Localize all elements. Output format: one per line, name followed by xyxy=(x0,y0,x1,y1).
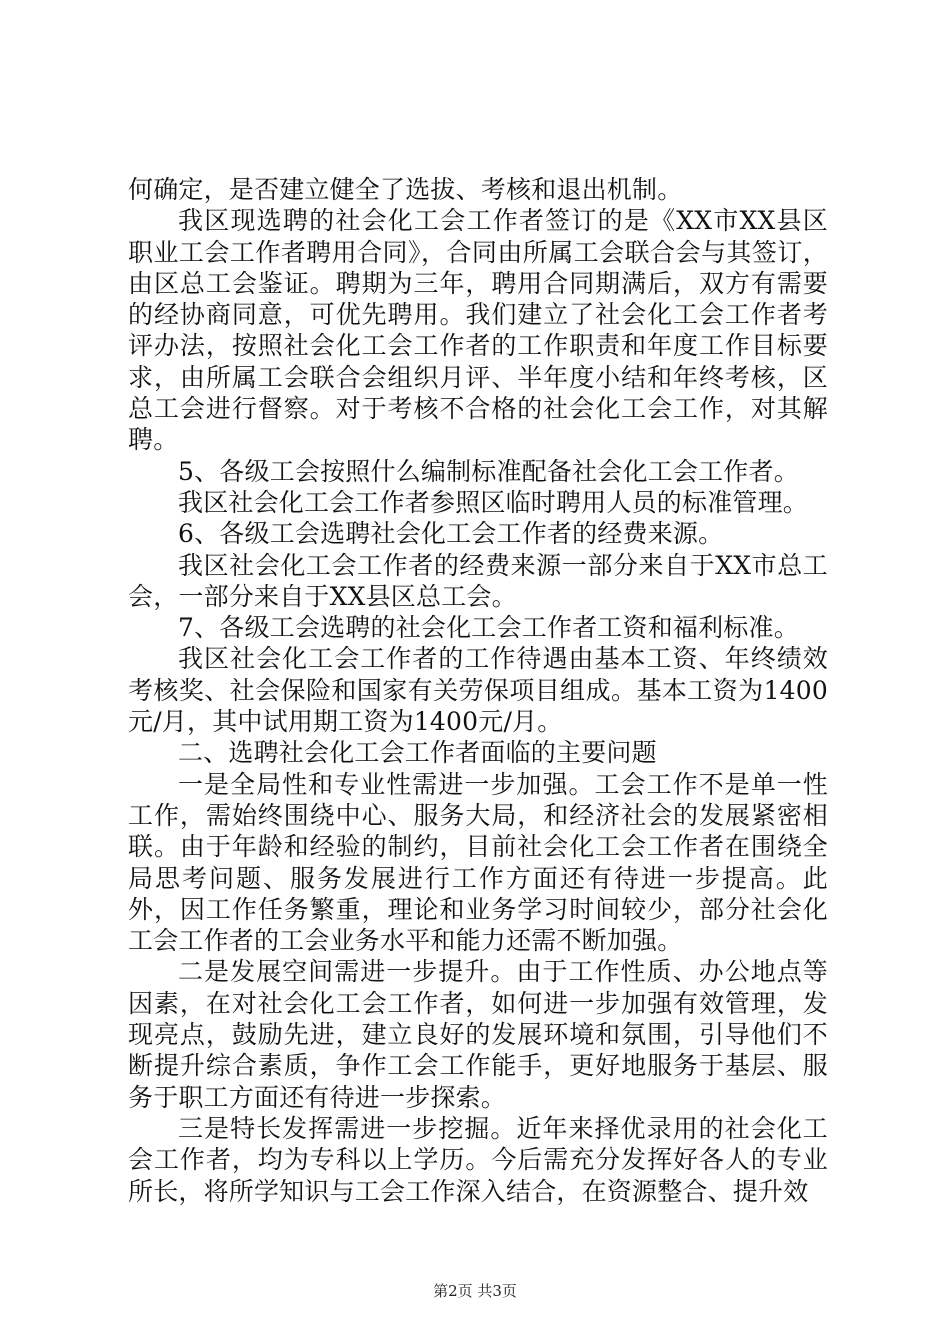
paragraph: 一是全局性和专业性需进一步加强。工会工作不是单一性工作，需始终围绕中心、服务大局，和经济社会的发展紧密相联。由于年龄和经验的制约，目前社会化工会工作者在围绕全局思考问题、服务发展进行工作方面还有待进一步提高。此外，因工作任务繁重，理论和业务学习时间较少，部分社会化工会工作者的工会业务水平和能力还需不断加强。 xyxy=(128,769,828,956)
paragraph: 我区社会化工会工作者的经费来源一部分来自于XX市总工会，一部分来自于XX县区总工会。 xyxy=(128,550,828,611)
paragraph: 二是发展空间需进一步提升。由于工作性质、办公地点等因素，在对社会化工会工作者，如何进一步加强有效管理，发现亮点，鼓励先进，建立良好的发展环境和氛围，引导他们不断提升综合素质，争作工会工作能手，更好地服务于基层、服务于职工方面还有待进一步探索。 xyxy=(128,957,828,1112)
list-heading: 6、各级工会选聘社会化工会工作者的经费来源。 xyxy=(178,519,724,549)
list-heading: 7、各级工会选聘的社会化工会工作者工资和福利标准。 xyxy=(178,613,799,643)
section-heading: 二、选聘社会化工会工作者面临的主要问题 xyxy=(178,738,657,768)
list-heading: 5、各级工会按照什么编制标准配备社会化工会工作者。 xyxy=(178,456,799,486)
paragraph: 我区社会化工会工作者参照区临时聘用人员的标准管理。 xyxy=(178,487,809,517)
paragraph: 三是特长发挥需进一步挖掘。近年来择优录用的社会化工会工作者，均为专科以上学历。今后需充分发挥好各人的专业所长，将所学知识与工会工作深入结合，在资源整合、提升效 xyxy=(128,1113,828,1206)
paragraph: 何确定，是否建立健全了选拔、考核和退出机制。 xyxy=(128,175,683,204)
paragraph: 我区社会化工会工作者的工作待遇由基本工资、年终绩效考核奖、社会保险和国家有关劳保项目组成。基本工资为1400元/月，其中试用期工资为1400元/月。 xyxy=(128,644,828,737)
paragraph: 我区现选聘的社会化工会工作者签订的是《XX市XX县区职业工会工作者聘用合同》，合同由所属工会联合会与其签订，由区总工会鉴证。聘期为三年，聘用合同期满后，双方有需要的经协商同意，可优先聘用。我们建立了社会化工会工作者考评办法，按照社会化工会工作者的工作职责和年度工作目标要求，由所属工会联合会组织月评、半年度小结和年终考核，区总工会进行督察。对于考核不合格的社会化工会工作，对其解聘。 xyxy=(128,206,828,455)
page-number-footer: 第2页 共3页 xyxy=(433,1282,517,1300)
document-body xyxy=(128,174,828,1207)
